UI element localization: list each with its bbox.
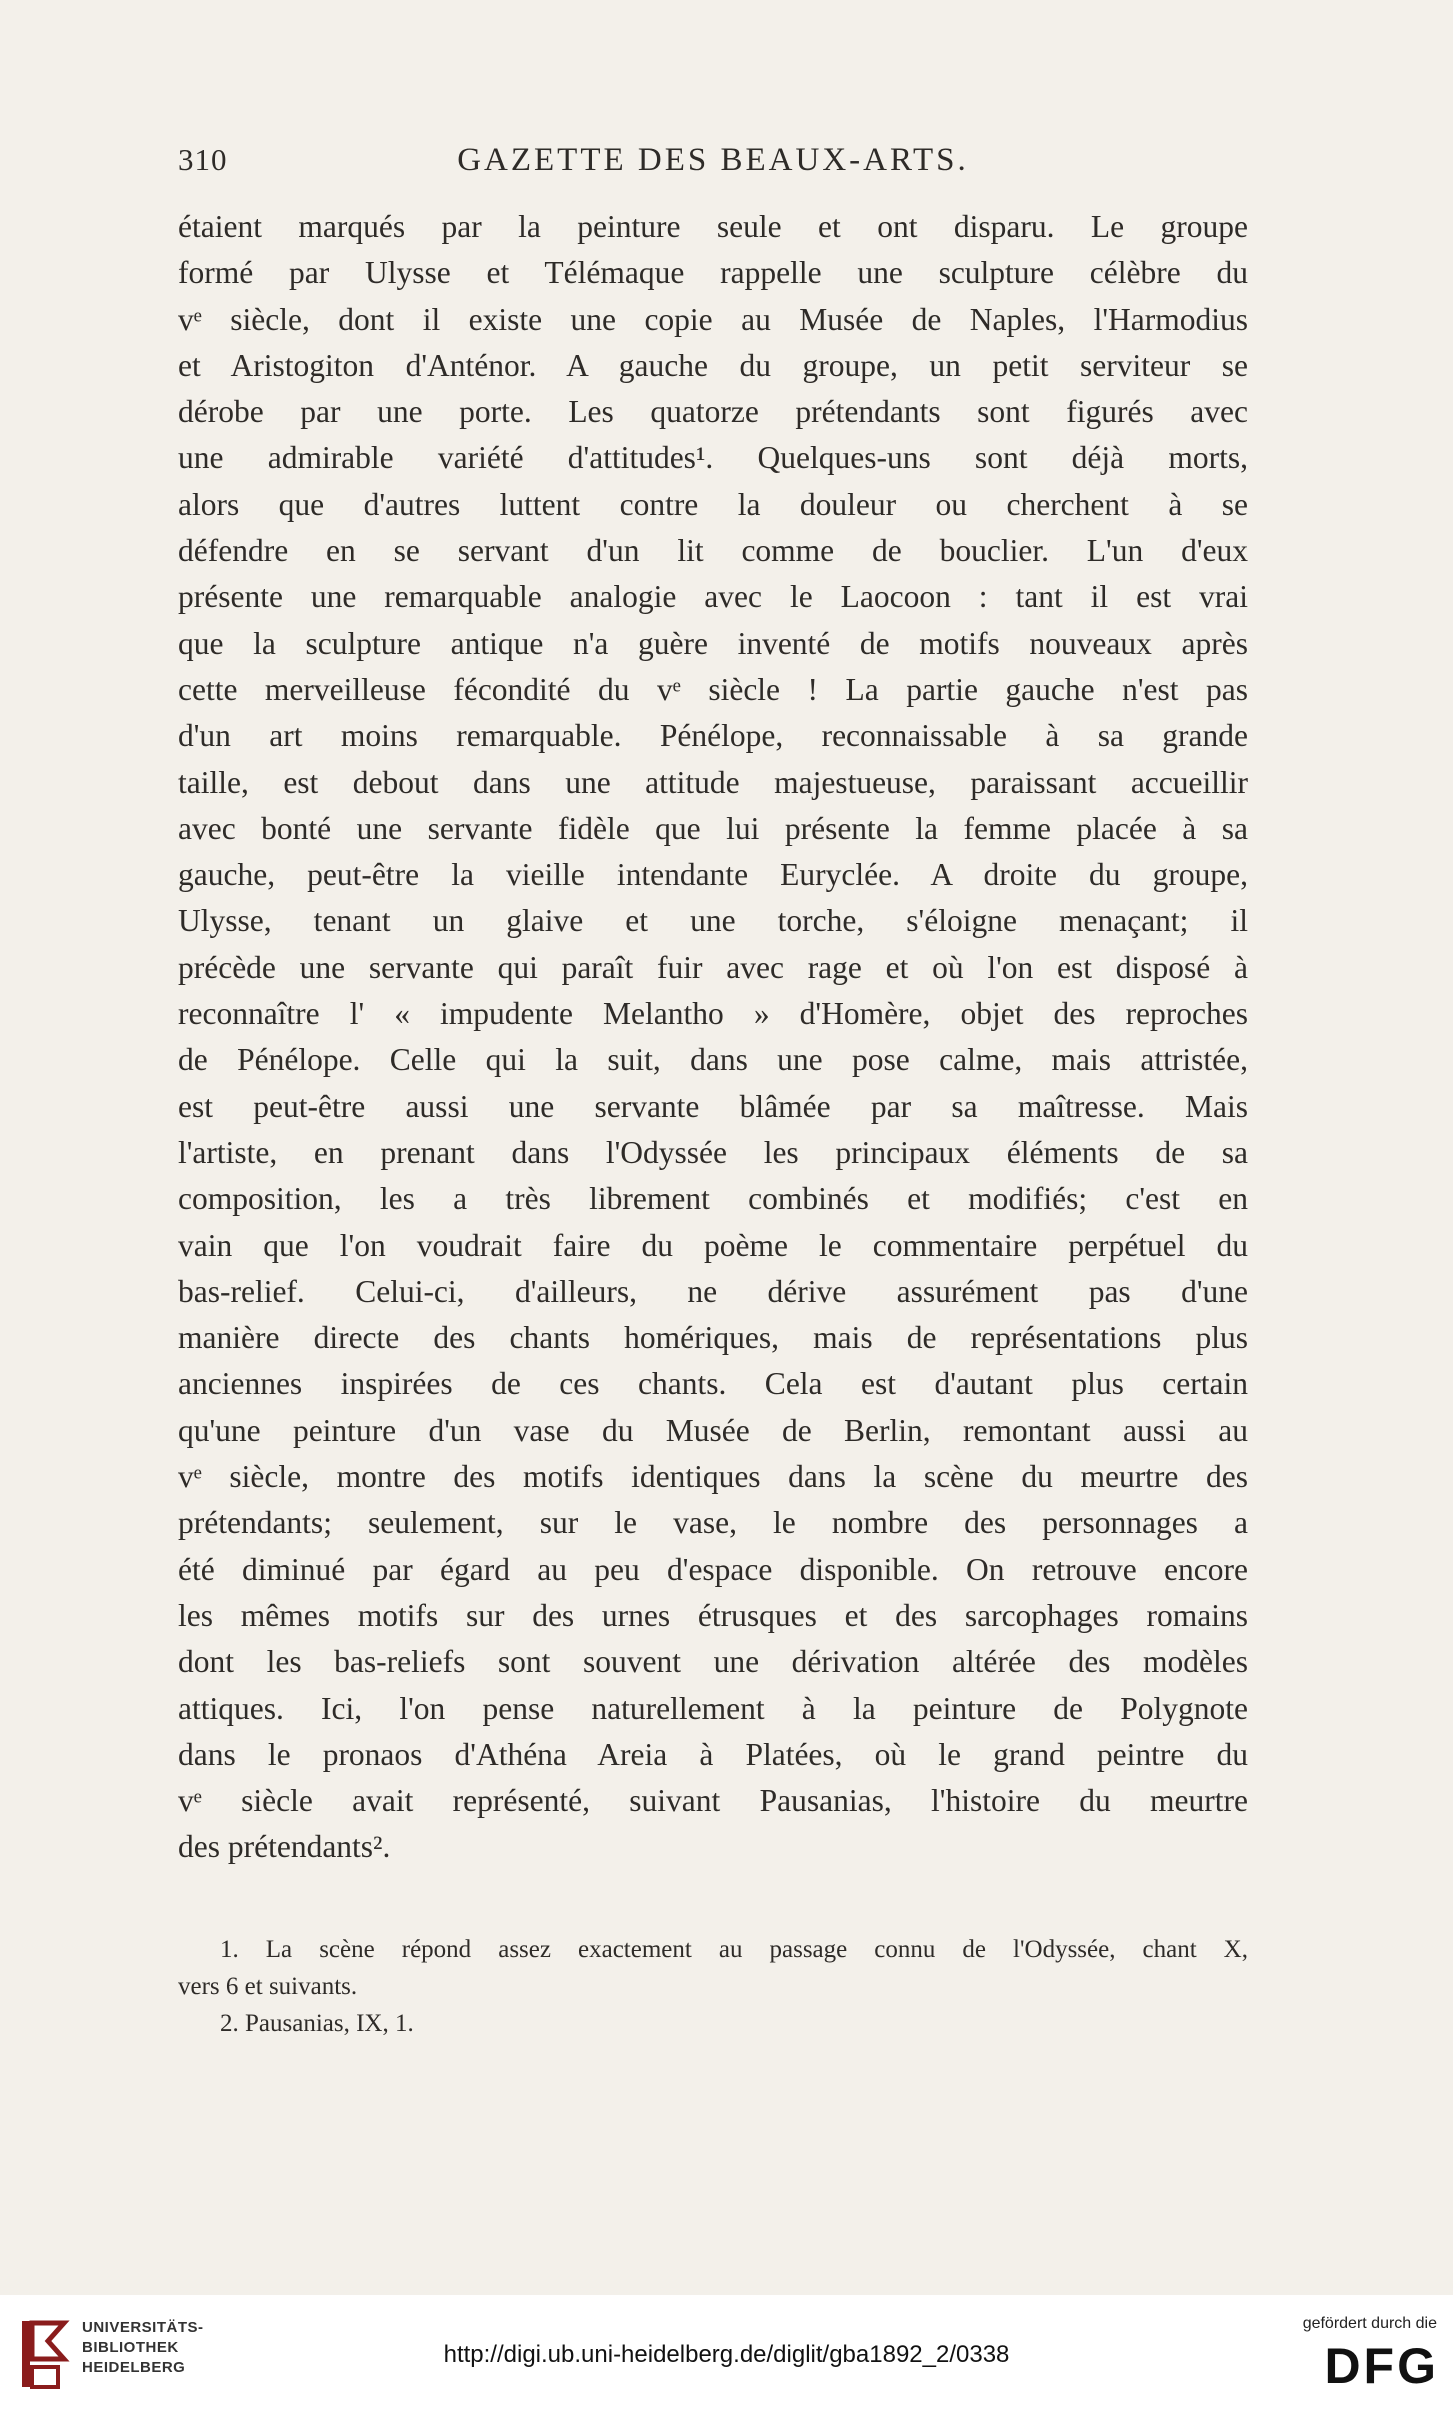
- text-line: vᵉ siècle avait représenté, suivant Pausanias, l'histoire du meurtre: [178, 1783, 1248, 1819]
- library-name-line: HEIDELBERG: [82, 2359, 186, 2376]
- text-line: et Aristogiton d'Anténor. A gauche du groupe, un petit serviteur se: [178, 347, 1248, 383]
- text-line: gauche, peut-être la vieille intendante Euryclée. A droite du groupe,: [178, 857, 1248, 893]
- text-line: de Pénélope. Celle qui la suit, dans une pose calme, mais attristée,: [178, 1042, 1248, 1078]
- running-title: GAZETTE DES BEAUX-ARTS.: [457, 142, 969, 178]
- page-header: [178, 142, 1248, 188]
- text-line: composition, les a très librement combinés et modifiés; c'est en: [178, 1181, 1248, 1217]
- text-line: anciennes inspirées de ces chants. Cela est d'autant plus certain: [178, 1366, 1248, 1402]
- text-line: bas-relief. Celui-ci, d'ailleurs, ne dérive assurément pas d'une: [178, 1273, 1248, 1309]
- text-line: défendre en se servant d'un lit comme de bouclier. L'un d'eux: [178, 533, 1248, 569]
- text-line: étaient marqués par la peinture seule et ont disparu. Le groupe: [178, 209, 1248, 244]
- text-line: précède une servante qui paraît fuir avec rage et où l'on est disposé à: [178, 949, 1248, 985]
- text-line: prétendants; seulement, sur le vase, le nombre des personnages a: [178, 1505, 1248, 1541]
- footnote-2: 2. Pausanias, IX, 1.: [220, 2010, 414, 2037]
- text-line: d'un art moins remarquable. Pénélope, reconnaissable à sa grande: [178, 718, 1248, 754]
- text-line: été diminué par égard au peu d'espace disponible. On retrouve encore: [178, 1551, 1248, 1587]
- text-line: l'artiste, en prenant dans l'Odyssée les principaux éléments de sa: [178, 1134, 1248, 1170]
- text-line: cette merveilleuse fécondité du vᵉ siècle ! La partie gauche n'est pas: [178, 671, 1248, 707]
- text-line: manière directe des chants homériques, mais de représentations plus: [178, 1320, 1248, 1356]
- text-line: vᵉ siècle, dont il existe une copie au Musée de Naples, l'Harmodius: [178, 301, 1248, 337]
- text-line: une admirable variété d'attitudes¹. Quelques-uns sont déjà morts,: [178, 440, 1248, 476]
- source-url-link[interactable]: http://digi.ub.uni-heidelberg.de/diglit/gba1892_2/0338: [443, 2341, 1010, 2368]
- footnote-1-continued: vers 6 et suivants.: [178, 1973, 358, 2000]
- text-line: attiques. Ici, l'on pense naturellement à la peinture de Polygnote: [178, 1690, 1248, 1726]
- text-line: dérobe par une porte. Les quatorze prétendants sont figurés avec: [178, 394, 1248, 430]
- footnote-1: 1. La scène répond assez exactement au passage connu de l'Odyssée, chant X,: [220, 1936, 1248, 1963]
- text-line: alors que d'autres luttent contre la douleur ou cherchent à se: [178, 486, 1248, 522]
- dfg-logo: DFG: [1324, 2338, 1439, 2394]
- text-line: reconnaître l' « impudente Melantho » d'Homère, objet des reproches: [178, 996, 1248, 1032]
- text-line: vain que l'on voudrait faire du poème le commentaire perpétuel du: [178, 1227, 1248, 1263]
- text-line: est peut-être aussi une servante blâmée par sa maîtresse. Mais: [178, 1088, 1248, 1124]
- text-line: présente une remarquable analogie avec le Laocoon : tant il est vrai: [178, 579, 1248, 615]
- body-text: [178, 204, 1248, 1871]
- text-line: vᵉ siècle, montre des motifs identiques dans la scène du meurtre des: [178, 1459, 1248, 1495]
- text-line: que la sculpture antique n'a guère inventé de motifs nouveaux après: [178, 625, 1248, 661]
- text-line: Ulysse, tenant un glaive et une torche, s'éloigne menaçant; il: [178, 903, 1248, 939]
- footnotes: [178, 1931, 1248, 2042]
- text-line: avec bonté une servante fidèle que lui présente la femme placée à sa: [178, 810, 1248, 846]
- text-line: qu'une peinture d'un vase du Musée de Berlin, remontant aussi au: [178, 1412, 1248, 1448]
- page-number: 310: [178, 142, 228, 177]
- text-line: des prétendants².: [178, 1829, 391, 1865]
- text-line: formé par Ulysse et Télémaque rappelle une sculpture célèbre du: [178, 255, 1248, 291]
- text-line: taille, est debout dans une attitude majestueuse, paraissant accueillir: [178, 764, 1248, 800]
- library-name-line: UNIVERSITÄTS-: [82, 2319, 204, 2336]
- text-line: dans le pronaos d'Athéna Areia à Platées, où le grand peintre du: [178, 1736, 1248, 1772]
- funding-caption: gefördert durch die: [1302, 2315, 1437, 2332]
- text-line: dont les bas-reliefs sont souvent une dérivation altérée des modèles: [178, 1644, 1248, 1680]
- library-name-line: BIBLIOTHEK: [82, 2339, 179, 2356]
- text-line: les mêmes motifs sur des urnes étrusques et des sarcophages romains: [178, 1597, 1248, 1633]
